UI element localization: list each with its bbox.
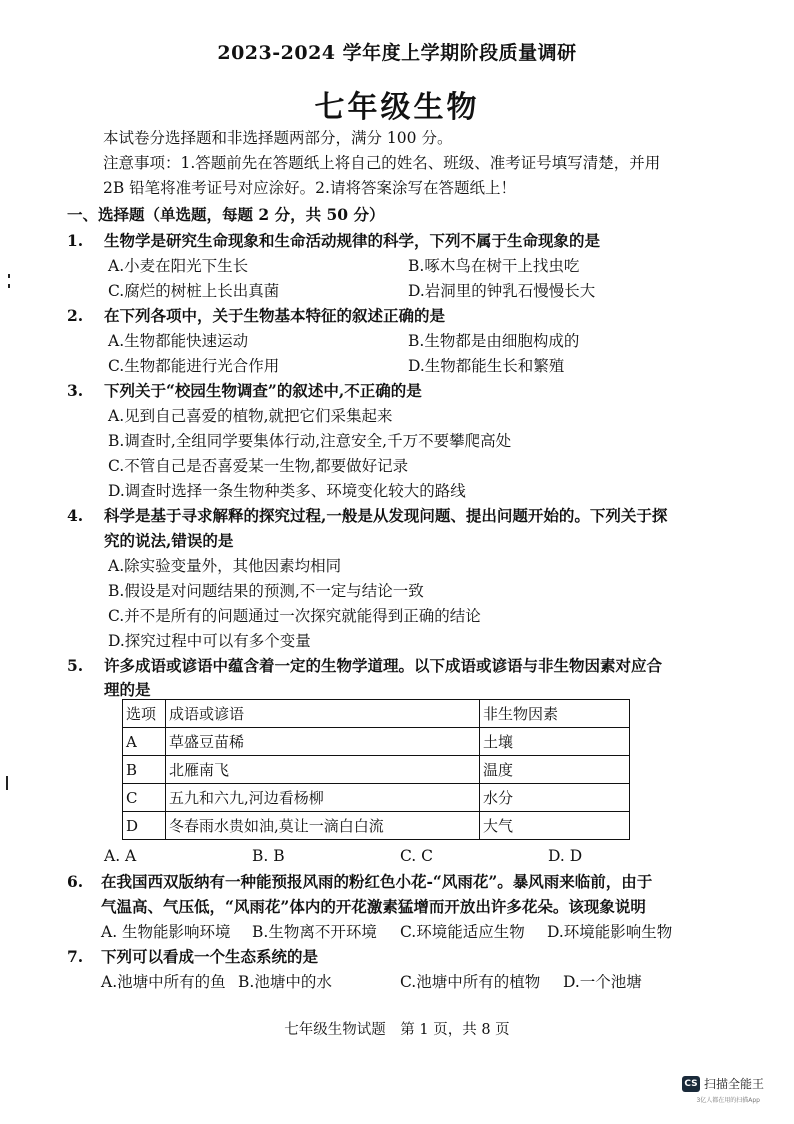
subject-title: 七年级生物 <box>314 90 480 125</box>
option-d: D.调查时选择一条生物种类多、环境变化较大的路线 <box>108 482 466 500</box>
intro-line-3: 2B 铅笔将准考证号对应涂好。2.请将答案涂写在答题纸上！ <box>103 179 516 197</box>
question-number: 5. <box>67 656 84 675</box>
question-stem: 下列关于“校园生物调查”的叙述中,不正确的是 <box>104 381 422 400</box>
question-number: 1. <box>67 231 84 250</box>
question-number: 7. <box>67 947 84 966</box>
option-b: B.啄木鸟在树干上找虫吃 <box>408 257 580 275</box>
option-b: B.池塘中的水 <box>238 973 332 991</box>
option-b: B.假设是对问题结果的预测,不一定与结论一致 <box>108 582 424 600</box>
question-stem-cont: 气温高、气压低，“风雨花”体内的开花激素猛增而开放出许多花朵。该现象说明 <box>101 897 646 916</box>
question-stem: 科学是基于寻求解释的探究过程,一般是从发现问题、提出问题开始的。下列关于探 <box>104 506 668 525</box>
option-a: A.除实验变量外，其他因素均相同 <box>108 557 342 575</box>
page-footer: 七年级生物试题 第 1 页，共 8 页 <box>284 1022 510 1038</box>
question-stem: 许多成语或谚语中蕴含着一定的生物学道理。以下成语或谚语与非生物因素对应合 <box>104 656 663 675</box>
table-cell: C <box>123 784 166 812</box>
option-c: C.生物都能进行光合作用 <box>108 357 280 375</box>
table-cell: 水分 <box>480 784 630 812</box>
option-c: C.腐烂的树桩上长出真菌 <box>108 282 280 300</box>
option-a: A.池塘中所有的鱼 <box>101 973 226 991</box>
table-cell: 大气 <box>480 812 630 840</box>
scanner-watermark <box>682 1075 764 1092</box>
question-stem: 下列可以看成一个生态系统的是 <box>101 947 319 966</box>
idiom-factor-table <box>122 699 630 840</box>
option-d: D.岩洞里的钟乳石慢慢长大 <box>408 282 596 300</box>
question-stem-cont: 理的是 <box>104 680 151 699</box>
question-number: 4. <box>67 506 84 525</box>
option-b: B.生物都是由细胞构成的 <box>408 332 580 350</box>
option-c: C.池塘中所有的植物 <box>400 973 541 991</box>
option-d: D.探究过程中可以有多个变量 <box>108 632 311 650</box>
option-d: D. D <box>548 847 583 865</box>
scanner-logo-icon: CS <box>682 1076 700 1092</box>
option-a: A. A <box>104 847 137 865</box>
table-header: 选项 <box>123 700 166 728</box>
question-number: 6. <box>67 872 84 891</box>
option-a: A.小麦在阳光下生长 <box>108 257 249 275</box>
table-header: 非生物因素 <box>480 700 630 728</box>
option-c: C.环境能适应生物 <box>400 923 525 941</box>
option-c: C. C <box>400 847 434 865</box>
scanner-tagline: 3亿人都在用的扫描App <box>696 1097 760 1104</box>
option-d: D.生物都能生长和繁殖 <box>408 357 565 375</box>
table-row <box>123 784 630 812</box>
table-cell: B <box>123 756 166 784</box>
question-stem: 生物学是研究生命现象和生命活动规律的科学，下列不属于生命现象的是 <box>104 231 601 250</box>
option-d: D.环境能影响生物 <box>547 923 673 941</box>
scan-speck <box>8 274 10 278</box>
table-cell: 冬春雨水贵如油,莫让一滴白白流 <box>166 812 480 840</box>
table-cell: 五九和六九,河边看杨柳 <box>166 784 480 812</box>
scan-speck <box>8 284 10 288</box>
question-stem: 在我国西双版纳有一种能预报风雨的粉红色小花-“风雨花”。暴风雨来临前，由于 <box>101 872 653 891</box>
option-d: D.一个池塘 <box>563 973 642 991</box>
option-b: B.调查时,全组同学要集体行动,注意安全,千万不要攀爬高处 <box>108 432 512 450</box>
table-header-row <box>123 700 630 728</box>
table-cell: A <box>123 728 166 756</box>
option-c: C.不管自己是否喜爱某一生物,都要做好记录 <box>108 457 409 475</box>
table-row <box>123 756 630 784</box>
scan-speck <box>6 776 8 790</box>
option-b: B.生物离不开环境 <box>252 923 377 941</box>
table-cell: 温度 <box>480 756 630 784</box>
option-b: B. B <box>252 847 285 865</box>
question-stem: 在下列各项中，关于生物基本特征的叙述正确的是 <box>104 306 446 325</box>
question-number: 2. <box>67 306 84 325</box>
question-number: 3. <box>67 381 84 400</box>
question-stem-cont: 究的说法,错误的是 <box>104 531 234 550</box>
scanner-label: 扫描全能王 <box>703 1077 764 1091</box>
option-a: A.生物都能快速运动 <box>108 332 249 350</box>
section-heading: 一、选择题（单选题，每题 2 分，共 50 分） <box>67 205 385 224</box>
table-row <box>123 728 630 756</box>
option-a: A.见到自己喜爱的植物,就把它们采集起来 <box>108 407 393 425</box>
exam-title: 2023-2024 学年度上学期阶段质量调研 <box>217 42 577 64</box>
option-a: A. 生物能影响环境 <box>101 923 231 941</box>
table-header: 成语或谚语 <box>166 700 480 728</box>
option-c: C.并不是所有的问题通过一次探究就能得到正确的结论 <box>108 607 481 625</box>
table-cell: 草盛豆苗稀 <box>166 728 480 756</box>
table-row <box>123 812 630 840</box>
table-cell: 北雁南飞 <box>166 756 480 784</box>
table-cell: 土壤 <box>480 728 630 756</box>
table-cell: D <box>123 812 166 840</box>
intro-line-1: 本试卷分选择题和非选择题两部分，满分 100 分。 <box>103 129 453 147</box>
intro-line-2: 注意事项：1.答题前先在答题纸上将自己的姓名、班级、准考证号填写清楚，并用 <box>103 154 661 172</box>
